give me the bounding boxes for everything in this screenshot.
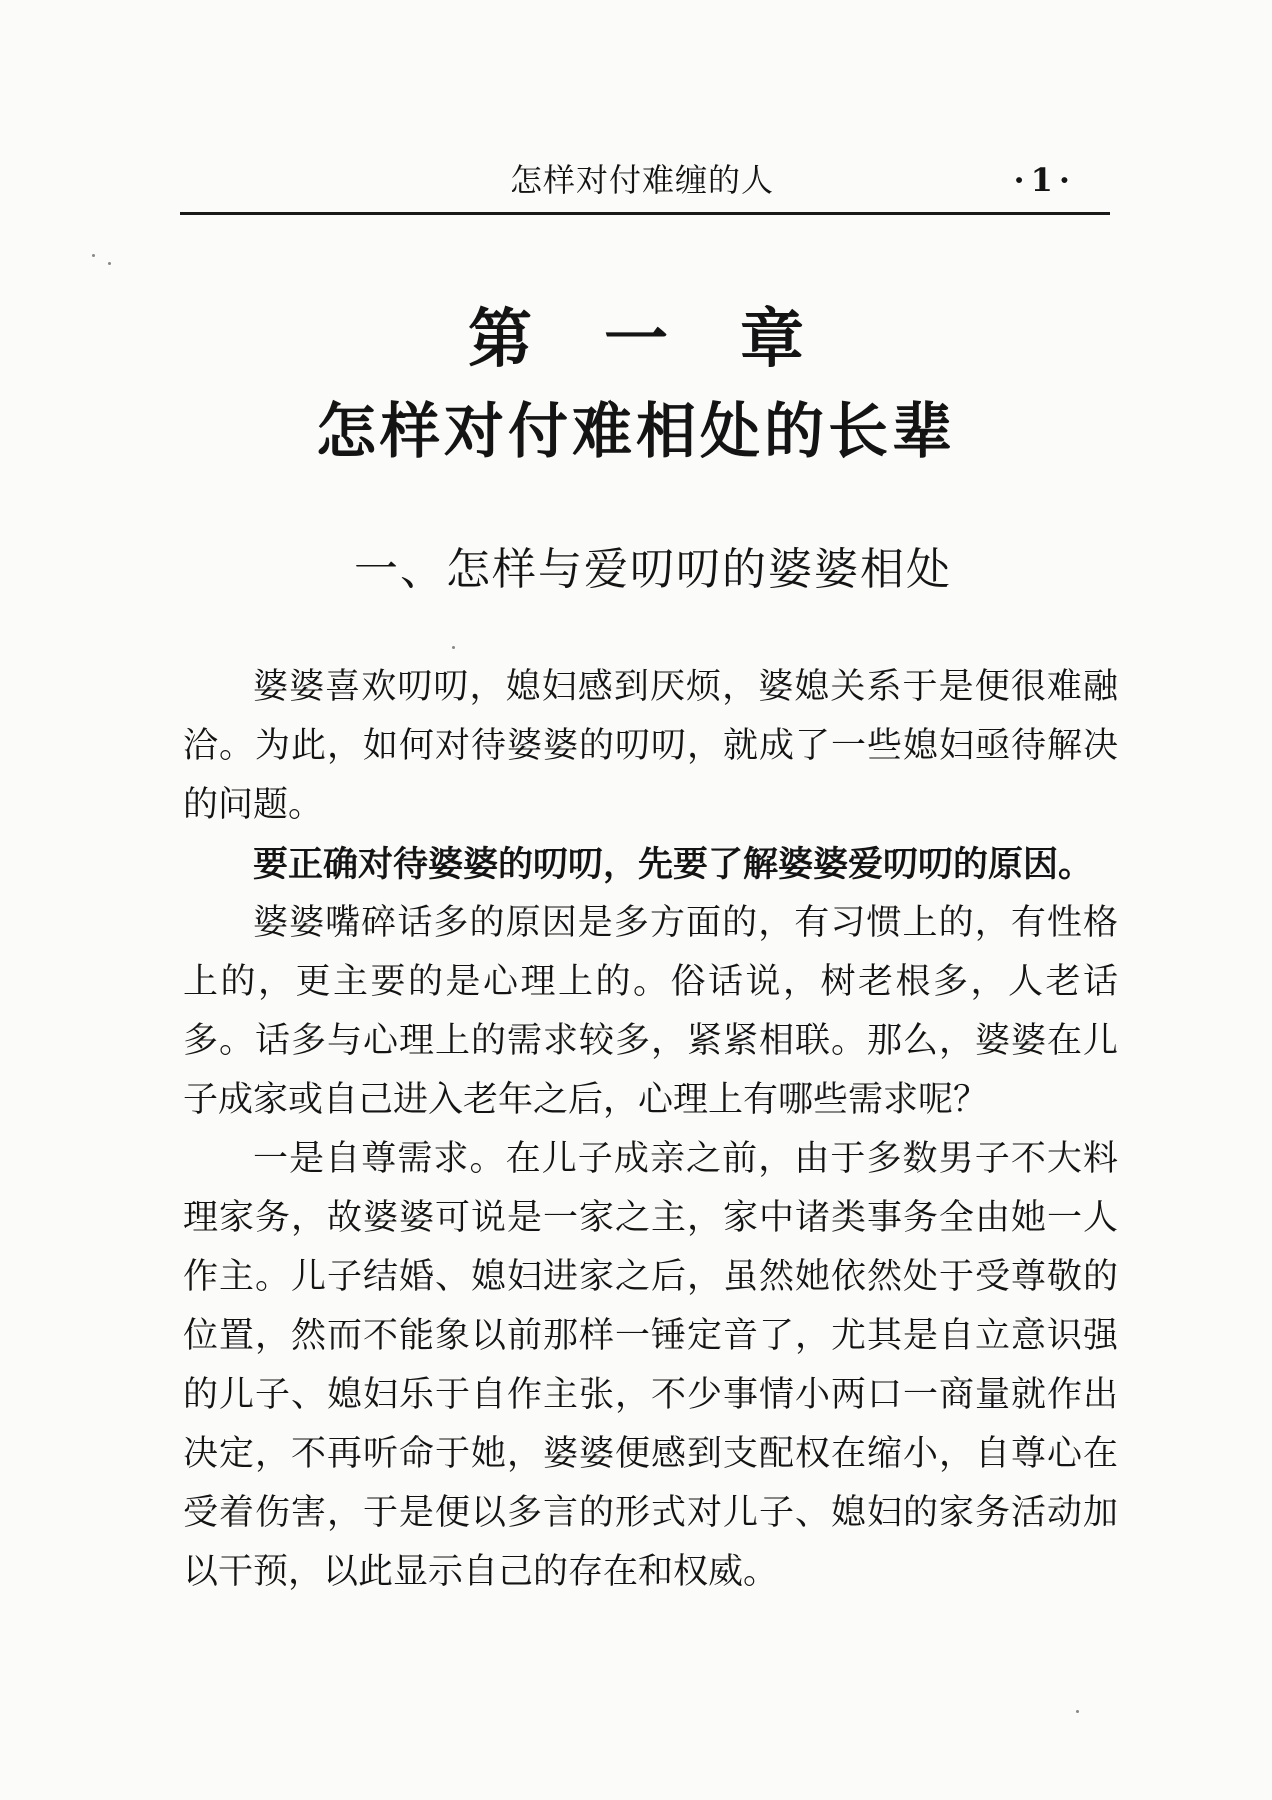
section-heading: 一、怎样与爱叨叨的婆婆相处 [354,544,952,595]
page-number: ·1· [1013,161,1076,199]
chapter-label: 第一章 [468,303,876,377]
paragraph-emphasis: 要正确对待婆婆的叨叨，先要了解婆婆爱叨叨的原因。 [253,844,1094,885]
scan-speck [1076,1710,1079,1713]
paragraph: 婆婆嘴碎话多的原因是多方面的，有习惯上的，有性格上的，更主要的是心理上的。俗话说，树老根多，人老话多。话多与心理上的需求较多，紧紧相联。那么，婆婆在儿子成家或自己进入老年之后，心理上有哪些需求呢？ [183,903,1118,1120]
scan-speck [108,262,111,265]
chapter-title: 怎样对付难相处的长辈 [316,397,956,467]
paragraph: 婆婆喜欢叨叨，媳妇感到厌烦，婆媳关系于是便很难融洽。为此，如何对待婆婆的叨叨，就成了一些媳妇亟待解决的问题。 [183,667,1118,825]
running-title: 怎样对付难缠的人 [510,161,775,199]
running-header [180,158,1110,214]
body-text [183,658,1118,1602]
header-rule [180,212,1110,215]
paragraph: 一是自尊需求。在儿子成亲之前，由于多数男子不大料理家务，故婆婆可说是一家之主，家中诸类事务全由她一人作主。儿子结婚、媳妇进家之后，虽然她依然处于受尊敬的位置，然而不能象以前那样一锤定音了，尤其是自立意识强的儿子、媳妇乐于自作主张，不少事情小两口一商量就作出决定，不再听命于她，婆婆便感到支配权在缩小，自尊心在受着伤害，于是便以多言的形式对儿子、媳妇的家务活动加以干预，以此显示自己的存在和权威。 [183,1139,1118,1592]
scan-speck [452,646,455,649]
scan-speck [92,254,95,257]
